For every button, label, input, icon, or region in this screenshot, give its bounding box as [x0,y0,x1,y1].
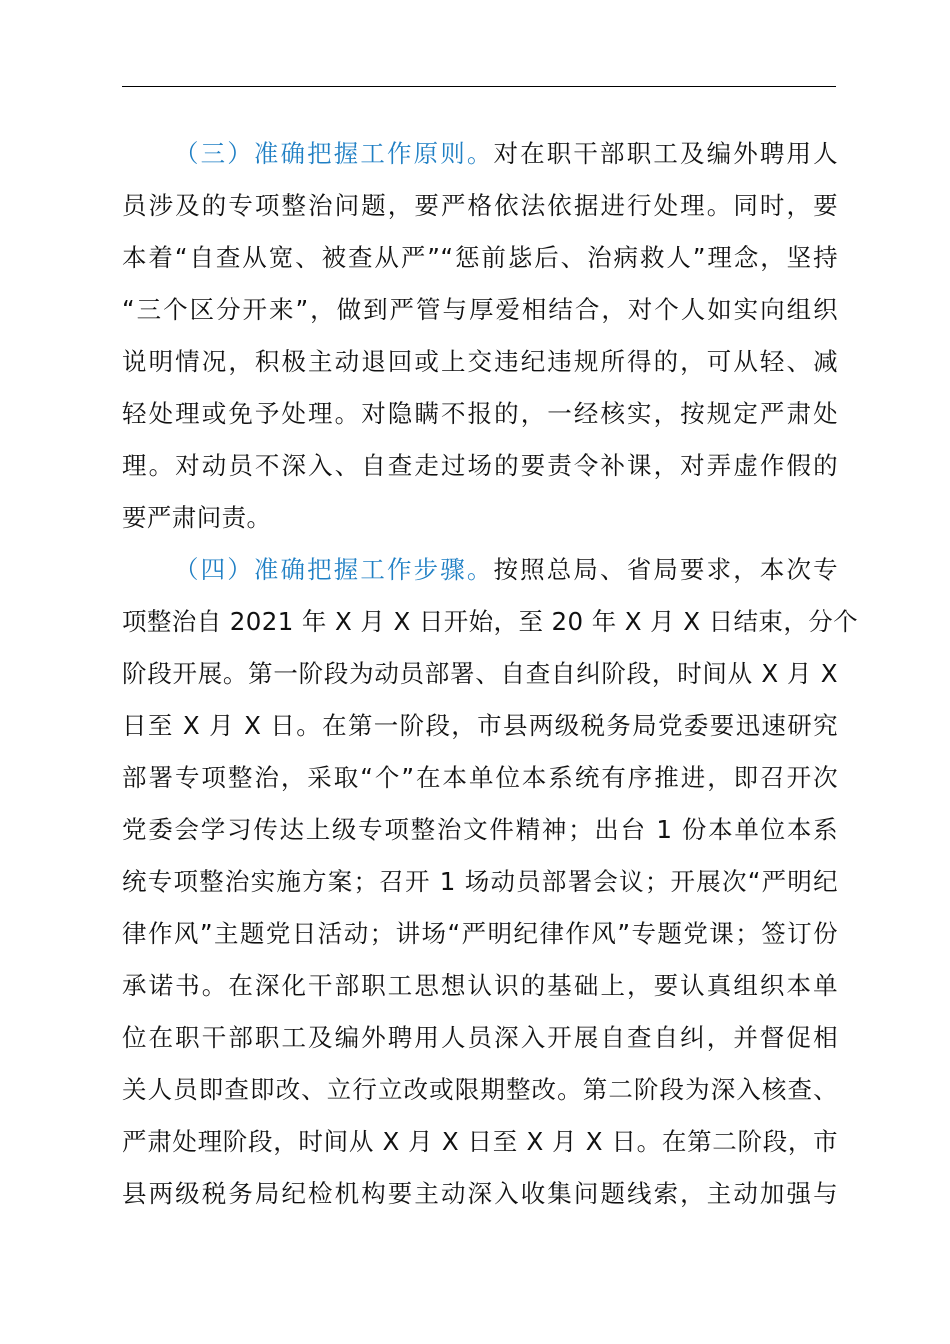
header-rule [122,86,836,87]
body-line: 关人员即查即改、立行立改或限期整改。第二阶段为深入核查、 [122,1075,838,1104]
paragraph-work-steps [122,544,859,1220]
body-line: 律作风”主题党日活动；讲场“严明纪律作风”专题党课；签订份 [122,919,838,948]
body-text: 对在职干部职工及编外聘用人 [493,139,838,168]
body-line: 党委会学习传达上级专项整治文件精神；出台 1 份本单位本系 [122,815,838,844]
body-line: 要严肃问责。 [122,503,272,532]
body-line: 严肃处理阶段，时间从 X 月 X 日至 X 月 X 日。在第二阶段，市 [122,1127,838,1156]
body-line: 员涉及的专项整治问题，要严格依法依据进行处理。同时，要 [122,191,838,220]
body-line: “三个区分开来”，做到严管与厚爱相结合，对个人如实向组织 [122,295,838,324]
section-heading-steps: （四）准确把握工作步骤。 [174,555,494,584]
body-text: 按照总局、省局要求，本次专 [493,555,838,584]
paragraph-work-principles [122,128,838,544]
body-line: 轻处理或免予处理。对隐瞒不报的，一经核实，按规定严肃处 [122,399,838,428]
paragraph-first-line [122,128,838,180]
body-line: 说明情况，积极主动退回或上交违纪违规所得的，可从轻、减 [122,347,838,376]
section-heading-principles: （三）准确把握工作原则。 [174,139,494,168]
body-line: 部署专项整治，采取“个”在本单位本系统有序推进，即召开次 [122,763,838,792]
body-line: 日至 X 月 X 日。在第一阶段，市县两级税务局党委要迅速研究 [122,711,838,740]
body-line: 项整治自 2021 年 X 月 X 日开始，至 20 年 X 月 X 日结束，分个 [122,607,859,636]
paragraph-first-line [122,544,838,596]
document-body [122,128,859,1220]
body-line: 承诺书。在深化干部职工思想认识的基础上，要认真组织本单 [122,971,838,1000]
body-line: 本着“自查从宽、被查从严”“惩前毖后、治病救人”理念，坚持 [122,243,838,272]
body-line: 统专项整治实施方案；召开 1 场动员部署会议；开展次“严明纪 [122,867,838,896]
body-line: 位在职干部职工及编外聘用人员深入开展自查自纠，并督促相 [122,1023,838,1052]
body-line: 县两级税务局纪检机构要主动深入收集问题线索，主动加强与 [122,1179,838,1208]
body-line: 阶段开展。第一阶段为动员部署、自查自纠阶段，时间从 X 月 X [122,659,838,688]
body-line: 理。对动员不深入、自查走过场的要责令补课，对弄虚作假的 [122,451,838,480]
